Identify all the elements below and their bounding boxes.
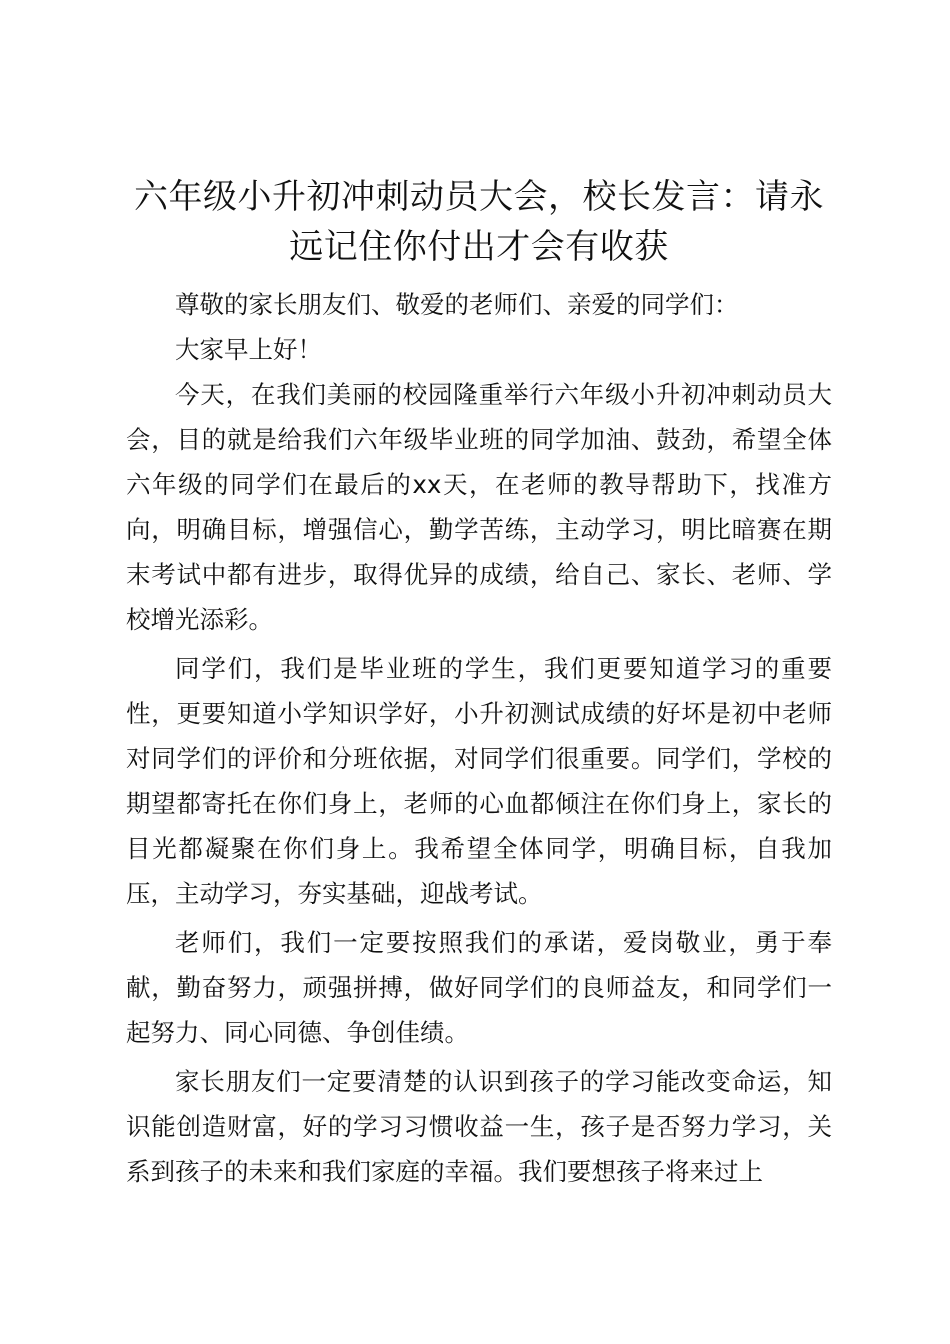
document-page: [126, 172, 832, 1198]
paragraph-teachers: 老师们，我们一定要按照我们的承诺，爱岗敬业，勇于奉献，勤奋努力，顽强拼搏，做好同学们的良师益友，和同学们一起努力、同心同德、争创佳绩。: [126, 928, 832, 1047]
paragraph-intro: 今天，在我们美丽的校园隆重举行六年级小升初冲刺动员大会，目的就是给我们六年级毕业班的同学加油、鼓劲，希望全体六年级的同学们在最后的xx天，在老师的教导帮助下，找准方向，明确目标，增强信心，勤学苦练，主动学习，明比暗赛在期末考试中都有进步，取得优异的成绩，给自己、家长、老师、学校增光添彩。: [126, 380, 832, 634]
document-title: 六年级小升初冲刺动员大会，校长发言：请永远记住你付出才会有收获: [134, 177, 824, 267]
paragraph-students: 同学们，我们是毕业班的学生，我们更要知道学习的重要性，更要知道小学知识学好，小升初测试成绩的好坏是初中老师对同学们的评价和分班依据，对同学们很重要。同学们，学校的期望都寄托在你们身上，老师的心血都倾注在你们身上，家长的目光都凝聚在你们身上。我希望全体同学，明确目标，自我加压，主动学习，夯实基础，迎战考试。: [126, 654, 832, 908]
paragraph-salutation: 尊敬的家长朋友们、敬爱的老师们、亲爱的同学们：: [175, 290, 739, 319]
paragraph-greeting: 大家早上好！: [175, 335, 322, 364]
document-body: [126, 282, 832, 1194]
paragraph-parents: 家长朋友们一定要清楚的认识到孩子的学习能改变命运，知识能创造财富，好的学习习惯收益一生，孩子是否努力学习，关系到孩子的未来和我们家庭的幸福。我们要想孩子将来过上: [126, 1067, 832, 1186]
